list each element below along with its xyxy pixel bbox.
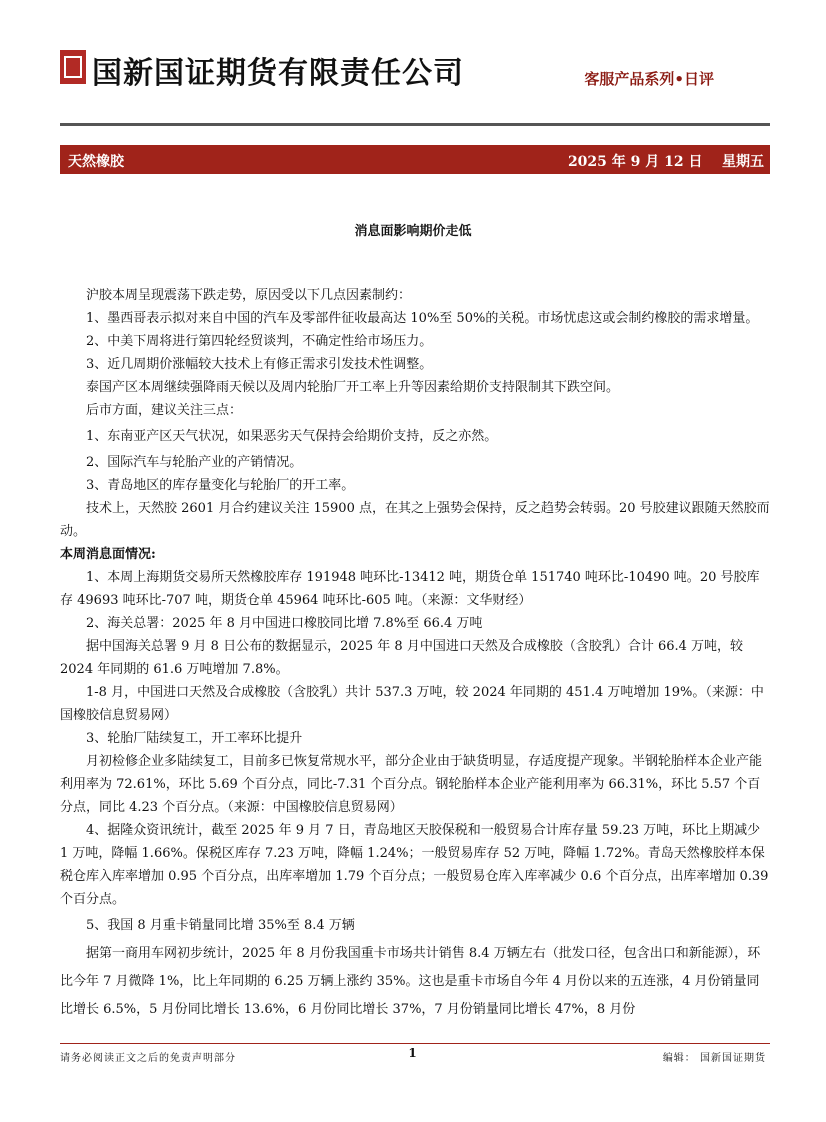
category-label: 天然橡胶 — [68, 154, 124, 170]
article-title: 消息面影响期价走低 — [354, 224, 472, 239]
paragraph: 沪胶本周呈现震荡下跌走势，原因受以下几点因素制约： — [86, 288, 412, 303]
paragraph: 月初检修企业多陆续复工，目前多已恢复常规水平，部分企业由于缺货明显，存适度提产现象。半钢轮胎样本企业产能利用率为 72.61%，环比 5.69 个百分点，同比-7.31 个百分点。钢轮胎样本企业产能利用率为 66.31%，环比 5.57 个百分点，同比 4.23 个百分点。（来源：中国橡胶信息贸易网） — [60, 754, 763, 815]
footer-divider — [60, 1043, 770, 1044]
paragraph: 泰国产区本周继续强降雨天候以及周内轮胎厂开工率上升等因素给期价支持限制其下跌空间。 — [86, 380, 620, 395]
paragraph: 4、据隆众资讯统计，截至 2025 年 9 月 7 日，青岛地区天胶保税和一般贸易合计库存量 59.23 万吨，环比上期减少 1 万吨，降幅 1.66%。保税区库存 7.23 万吨，降幅 1.24%；一般贸易库存 52 万吨，降幅 1.72%。青岛天然橡胶样本保税仓库入库率增加 0.95 个百分点，出库率增加 1.79 个百分点；一般贸易仓库入库率减少 0.6 个百分点，出库率增加 0.39 个百分点。 — [60, 823, 769, 907]
paragraph: 1-8 月，中国进口天然及合成橡胶（含胶乳）共计 537.3 万吨，较 2024 年同期的 451.4 万吨增加 19%。（来源：中国橡胶信息贸易网） — [60, 685, 764, 723]
paragraph: 据中国海关总署 9 月 8 日公布的数据显示，2025 年 8 月中国进口天然及合成橡胶（含胶乳）合计 66.4 万吨，较 2024 年同期的 61.6 万吨增加 7.8%。 — [60, 639, 744, 677]
footer-disclaimer: 请务必阅读正文之后的免责声明部分 — [60, 1053, 236, 1064]
page-number: 1 — [408, 1046, 418, 1060]
paragraph: 3、轮胎厂陆续复工，开工率环比提升 — [86, 731, 303, 746]
paragraph: 1、东南亚产区天气状况，如果恶劣天气保持会给期价支持，反之亦然。 — [86, 429, 498, 444]
report-banner — [60, 145, 770, 174]
paragraph: 5、我国 8 月重卡销量同比增 35%至 8.4 万辆 — [86, 918, 355, 933]
company-name: 国新国证期货有限责任公司 — [92, 56, 464, 91]
paragraph: 1、墨西哥表示拟对来自中国的汽车及零部件征收最高达 10%至 50%的关税。市场忧虑这或会制约橡胶的需求增量。 — [86, 311, 759, 326]
paragraph: 据第一商用车网初步统计，2025 年 8 月份我国重卡市场共计销售 8.4 万辆左右（批发口径，包含出口和新能源），环比今年 7 月微降 1%，比上年同期的 6.25 万辆上涨约 35%。这也是重卡市场自今年 4 月份以来的五连涨，4 月份销量同比增长 6.5%，5 月份同比增长 13.6%，6 月份同比增长 37%，7 月份销量同比增长 47%，8 月份 — [60, 946, 761, 1017]
report-date: 2025 年 9 月 12 日 星期五 — [567, 154, 764, 170]
paragraph: 2、海关总署：2025 年 8 月中国进口橡胶同比增 7.8%至 66.4 万吨 — [86, 616, 483, 631]
paragraph: 1、本周上海期货交易所天然橡胶库存 191948 吨环比-13412 吨，期货仓单 151740 吨环比-10490 吨。20 号胶库存 49693 吨环比-707 吨，期货仓单 45964 吨环比-605 吨。（来源：文华财经） — [60, 570, 760, 608]
paragraph: 2、中美下周将进行第四轮经贸谈判，不确定性给市场压力。 — [86, 334, 433, 349]
paragraph: 3、近几周期价涨幅较大技术上有修正需求引发技术性调整。 — [86, 357, 433, 372]
header-divider — [60, 123, 770, 126]
article-body — [60, 284, 770, 1024]
paragraph: 3、青岛地区的库存量变化与轮胎厂的开工率。 — [86, 478, 355, 493]
footer-editor: 编辑： 国新国证期货 — [662, 1053, 766, 1064]
paragraph: 技术上，天然胶 2601 月合约建议关注 15900 点，在其之上强势会保持，反之趋势会转弱。20 号胶建议跟随天然胶而动。 — [60, 501, 770, 539]
company-logo-icon — [60, 50, 86, 84]
paragraph: 后市方面，建议关注三点： — [86, 403, 243, 418]
section-heading: 本周消息面情况: — [60, 547, 156, 562]
paragraph: 2、国际汽车与轮胎产业的产销情况。 — [86, 455, 303, 470]
series-label: 客服产品系列•日评 — [584, 70, 714, 88]
